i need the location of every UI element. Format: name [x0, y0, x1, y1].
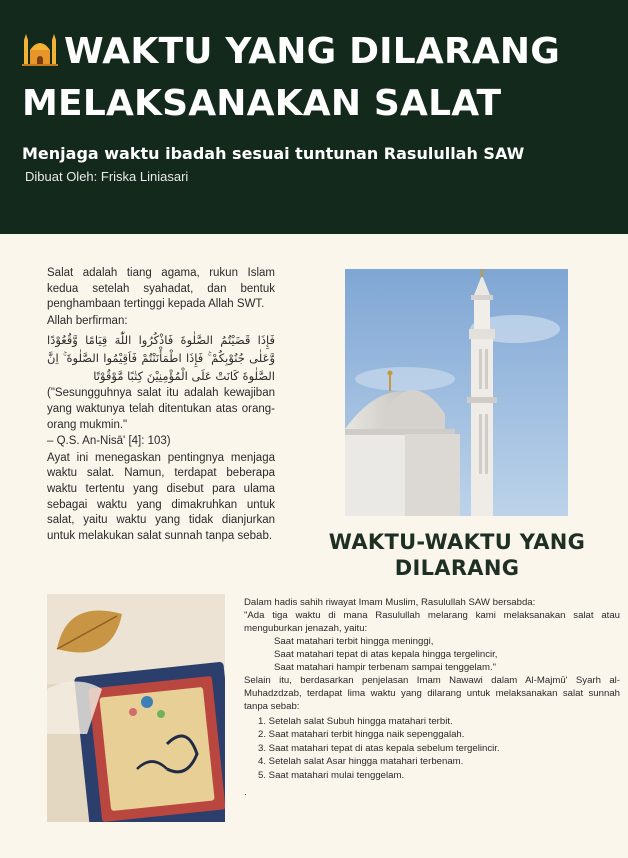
quran-verse-arabic: فَإِذَا قَضَيْتُمُ الصَّلٰوةَ فَاذْكُرُوا اللّٰهَ قِيَامًا وَّقُعُوْدًا وَّعَلٰى جُنُوْبِكُمْ ۚ فَإِذَا اطْمَأْنَنْتُمْ فَاَقِيْمُوا الصَّلٰوةَ ۚ اِنَّ الصَّلٰوةَ كَانَتْ عَلَى الْمُؤْمِنِيْنَ كِتٰبًا مَّوْقُوْتًا — [47, 333, 275, 384]
mosque-icon — [22, 32, 58, 66]
intro-paragraph-2: Allah berfirman: — [47, 314, 128, 327]
list-item: 2. Saat matahari terbit hingga naik sepenggalah. — [258, 729, 465, 741]
intro-paragraph-1: Salat adalah tiang agama, rukun Islam kedua setelah syahadat, dan bentuk penghambaan tertinggi kepada Allah SWT. — [47, 267, 275, 311]
title-line-2: MELAKSANAKAN SALAT — [22, 83, 502, 124]
list-item: 3. Saat matahari tepat di atas kepala sebelum tergelincir. — [258, 742, 500, 754]
list-item: 5. Saat matahari mulai tenggelam. — [258, 769, 405, 781]
author-credit: Dibuat Oleh: Friska Liniasari — [25, 169, 189, 184]
intro-paragraph-3: Ayat ini menegaskan pentingnya menjaga waktu salat. Namun, terdapat beberapa waktu tertentu yang disebut para ulama sebagai waktu yang dimakruhkan untuk salat, yaitu waktu yang tidak dianjurkan untuk melakukan salat sunnah tanpa sebab. — [47, 451, 275, 542]
hadith-quote: "Ada tiga waktu di mana Rasulullah melarang kami melaksanakan salat atau menguburkan jenazah, yaitu: — [244, 610, 620, 634]
page-title — [22, 26, 608, 130]
forbidden-times-list — [244, 715, 620, 782]
mosque-photo — [345, 269, 568, 516]
quran-translation: ("Sesungguhnya salat itu adalah kewajiban yang waktunya telah ditentukan atas orang-orang mukmin." — [47, 387, 275, 431]
list-item: 4. Setelah salat Asar hingga matahari terbenam. — [258, 756, 464, 768]
hadith-section — [244, 596, 620, 799]
title-line-1-text: WAKTU YANG DILARANG — [64, 31, 561, 72]
header-banner — [0, 0, 628, 234]
list-item: 1. Setelah salat Subuh hingga matahari terbit. — [258, 716, 453, 727]
quran-book-photo — [47, 594, 225, 822]
hadith-time-3: Saat matahari hampir terbenam sampai tenggelam." — [274, 662, 497, 673]
trailing-mark: . — [244, 787, 247, 799]
subtitle: Menjaga waktu ibadah sesuai tuntunan Rasulullah SAW — [22, 144, 525, 163]
hadith-intro: Dalam hadis sahih riwayat Imam Muslim, Rasulullah SAW bersabda: — [244, 597, 536, 608]
hadith-time-1: Saat matahari terbit hingga meninggi, — [274, 636, 434, 647]
hadith-explanation: Selain itu, berdasarkan penjelasan Imam Nawawi dalam Al-Majmū' Syarh al-Muhadzdzab, terdapat lima waktu yang dilarang untuk melaksanakan salat sunnah tanpa sebab: — [244, 675, 620, 712]
title-line-1 — [22, 26, 608, 78]
section-title — [322, 529, 592, 581]
section-title-line-1: WAKTU-WAKTU YANG — [328, 530, 586, 554]
intro-text — [47, 266, 275, 545]
hadith-time-2: Saat matahari tepat di atas kepala hingga tergelincir, — [274, 649, 498, 660]
quran-citation: – Q.S. An-Nisā' [4]: 103) — [47, 435, 171, 448]
section-title-line-2: DILARANG — [394, 556, 520, 580]
